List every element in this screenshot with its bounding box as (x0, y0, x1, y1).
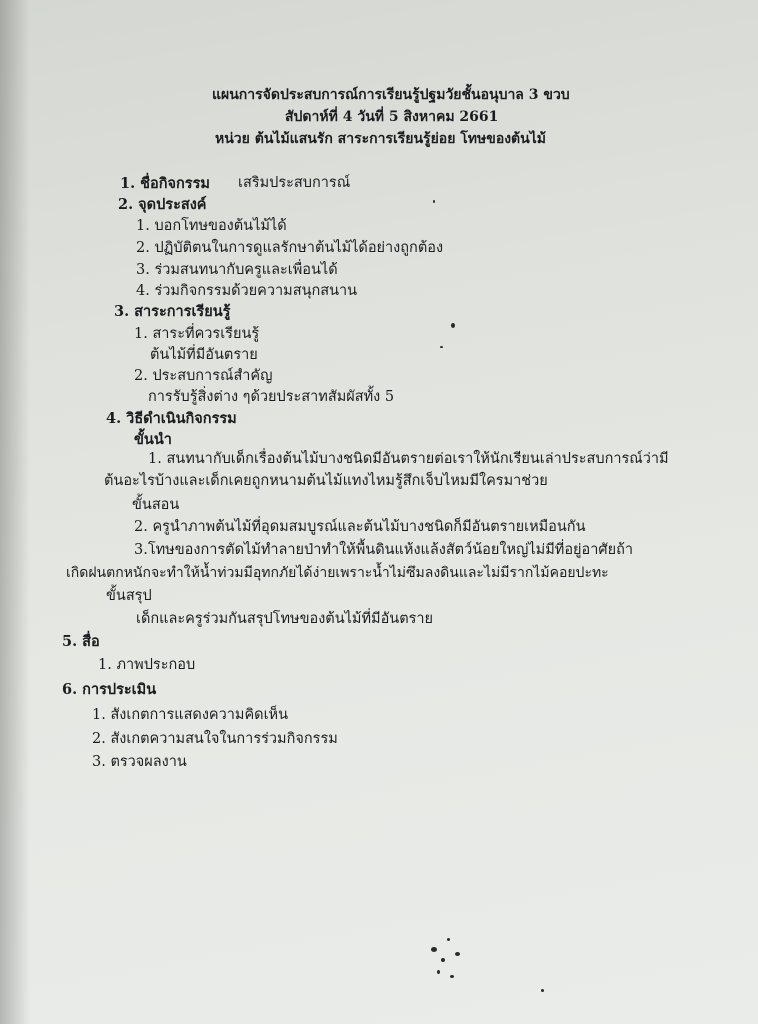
page-shadow (0, 0, 30, 1024)
step-teach-line: เกิดฝนตกหนักจะทำให้น้ำท่วมมีอุทกภัยได้ง่ายเพราะน้ำไม่ซึมลงดินและไม่มีรากไม้คอยปะทะ (66, 565, 609, 581)
header-title: แผนการจัดประสบการณ์การเรียนรู้ปฐมวัยชั้นอนุบาล 3 ขวบ (212, 87, 570, 103)
objective-item: 4. ร่วมกิจกรรมด้วยความสนุกสนาน (136, 283, 358, 299)
section5-label: 5. สื่อ (62, 633, 100, 650)
ink-speck (440, 346, 443, 348)
step-intro-label: ขั้นนำ (134, 431, 172, 448)
ink-speck (451, 323, 455, 328)
section1-value: เสริมประสบการณ์ (238, 175, 351, 191)
ink-speck (431, 947, 437, 952)
content-sub1-label: 1. สาระที่ควรเรียนรู้ (134, 326, 260, 342)
section1-label: 1. ชื่อกิจกรรม (120, 175, 210, 192)
objective-item: 3. ร่วมสนทนากับครูและเพื่อนได้ (136, 262, 338, 278)
section3-label: 3. สาระการเรียนรู้ (114, 303, 231, 320)
ink-speck (455, 952, 460, 956)
ink-speck (433, 200, 435, 203)
section6-label: 6. การประเมิน (62, 681, 157, 698)
step-teach-line: 3.โทษของการตัดไม้ทำลายป่าทำให้พื้นดินแห้งแล้งสัตว์น้อยใหญ่ไม่มีที่อยู่อาศัยถ้า (134, 542, 633, 558)
header-unit: หน่วย ต้นไม้แสนรัก สาระการเรียนรู้ย่อย โทษของต้นไม้ (215, 131, 546, 147)
step-summary-line: เด็กและครูร่วมกันสรุปโทษของต้นไม้ที่มีอันตราย (136, 611, 434, 627)
section4-label: 4. วิธีดำเนินกิจกรรม (106, 410, 237, 427)
objective-item: 2. ปฏิบัติตนในการดูแลรักษาต้นไม้ได้อย่างถูกต้อง (136, 240, 444, 256)
objective-item: 1. บอกโทษของต้นไม้ได้ (136, 218, 287, 234)
assessment-item: 2. สังเกตความสนใจในการร่วมกิจกรรม (92, 731, 338, 747)
section2-label: 2. จุดประสงค์ (118, 196, 207, 213)
ink-speck (450, 975, 454, 978)
content-sub1-value: ต้นไม้ที่มีอันตราย (150, 347, 258, 363)
step-intro-line: ต้นอะไรบ้างและเด็กเคยถูกหนามต้นไม้แทงไหมรู้สึกเจ็บไหมมีใครมาช่วย (104, 473, 548, 489)
ink-speck (541, 989, 544, 992)
step-teach-label: ขั้นสอน (132, 497, 180, 513)
assessment-item: 3. ตรวจผลงาน (92, 754, 187, 770)
header-week-date: สัปดาห์ที่ 4 วันที่ 5 สิงหาคม 2661 (285, 109, 499, 125)
step-teach-line: 2. ครูนำภาพต้นไม้ที่อุดมสมบูรณ์และต้นไม้บางชนิดก็มีอันตรายเหมือนกัน (134, 519, 586, 535)
media-item: 1. ภาพประกอบ (98, 657, 196, 673)
content-sub2-label: 2. ประสบการณ์สำคัญ (134, 368, 273, 384)
ink-speck (441, 958, 445, 962)
ink-speck (447, 938, 450, 941)
ink-speck (437, 970, 440, 974)
step-summary-label: ขั้นสรุป (106, 588, 152, 604)
step-intro-line: 1. สนทนากับเด็กเรื่องต้นไม้บางชนิดมีอันตรายต่อเราให้นักเรียนเล่าประสบการณ์ว่ามี (148, 451, 669, 467)
assessment-item: 1. สังเกตการแสดงความคิดเห็น (92, 707, 289, 723)
content-sub2-value: การรับรู้สิ่งต่าง ๆด้วยประสาทสัมผัสทั้ง 5 (148, 389, 395, 405)
